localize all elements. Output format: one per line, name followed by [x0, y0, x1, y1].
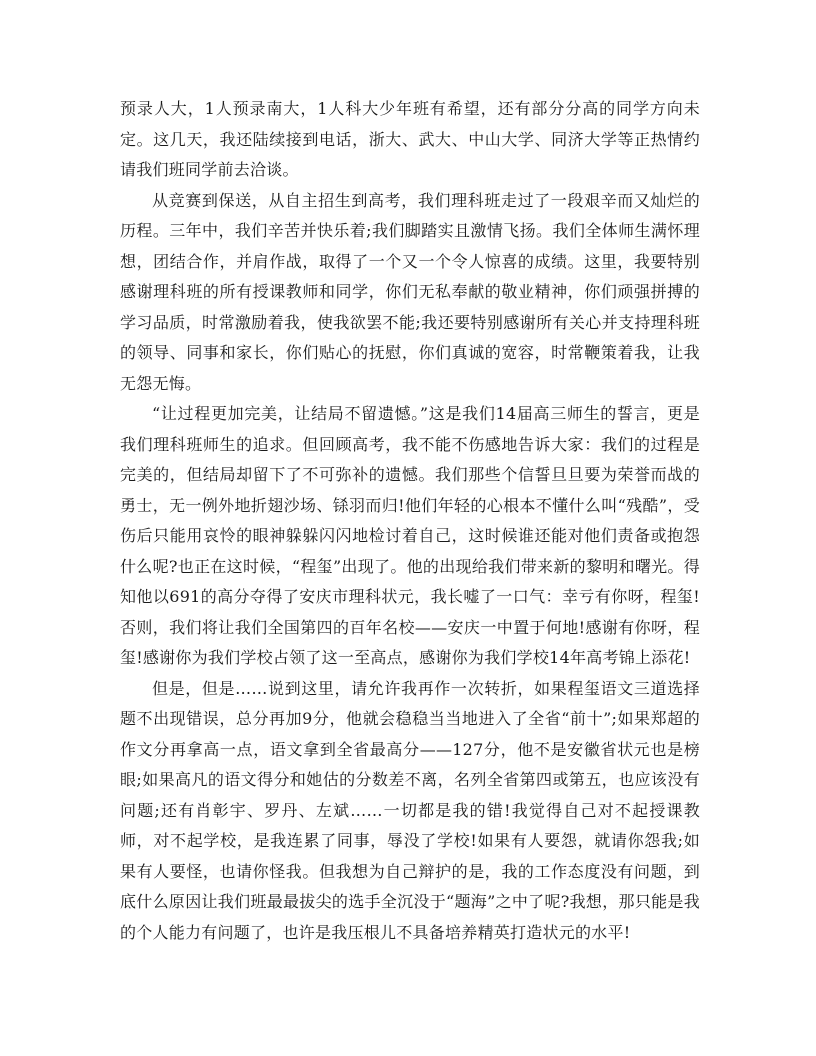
paragraph-1: 预录人大，1人预录南大，1人科大少年班有希望，还有部分分高的同学方向未定。这几天，我还陆续接到电话，浙大、武大、中山大学、同济大学等正热情约请我们班同学前去洽谈。 [120, 99, 700, 179]
paragraph-2: 从竞赛到保送，从自主招生到高考，我们理科班走过了一段艰辛而又灿烂的历程。三年中，我们辛苦并快乐着;我们脚踏实且激情飞扬。我们全体师生满怀理想，团结合作，并肩作战，取得了一个又一个令人惊喜的成绩。这里，我要特别感谢理科班的所有授课教师和同学，你们无私奉献的敬业精神，你们顽强拼搏的学习品质，时常激励着我，使我欲罢不能;我还要特别感谢所有关心并支持理科班的领导、同事和家长，你们贴心的抚慰，你们真诚的宽容，时常鞭策着我，让我无怨无悔。 [120, 190, 700, 393]
paragraph-4: 但是，但是……说到这里，请允许我再作一次转折，如果程玺语文三道选择题不出现错误，总分再加9分，他就会稳稳当当地进入了全省“前十”;如果郑超的作文分再拿高一点，语文拿到全省最高分——127分，他不是安徽省状元也是榜眼;如果高凡的语文得分和她估的分数差不离，名列全省第四或第五，也应该没有问题;还有肖彰宇、罗丹、左斌……一切都是我的错!我觉得自己对不起授课教师，对不起学校，是我连累了同事，辱没了学校!如果有人要怨，就请你怨我;如果有人要怪，也请你怪我。但我想为自己辩护的是，我的工作态度没有问题，到底什么原因让我们班最最拔尖的选手全沉没于“题海”之中了呢?我想，那只能是我的个人能力有问题了，也许是我压根儿不具备培养精英打造状元的水平! [120, 678, 700, 942]
paragraph-3: “让过程更加完美，让结局不留遗憾。”这是我们14届高三师生的誓言，更是我们理科班师生的追求。但回顾高考，我不能不伤感地告诉大家：我们的过程是完美的，但结局却留下了不可弥补的遗憾。我们那些个信誓旦旦要为荣誉而战的勇士，无一例外地折翅沙场、铩羽而归!他们年轻的心根本不懂什么叫“残酷”，受伤后只能用哀怜的眼神躲躲闪闪地检讨着自己，这时候谁还能对他们责备或抱怨什么呢?也正在这时候，“程玺”出现了。他的出现给我们带来新的黎明和曙光。得知他以691的高分夺得了安庆市理科状元，我长嘘了一口气：幸亏有你呀，程玺!否则，我们将让我们全国第四的百年名校——安庆一中置于何地!感谢有你呀，程玺!感谢你为我们学校占领了这一至高点，感谢你为我们学校14年高考锦上添花! [120, 404, 700, 667]
document-body [120, 94, 700, 948]
